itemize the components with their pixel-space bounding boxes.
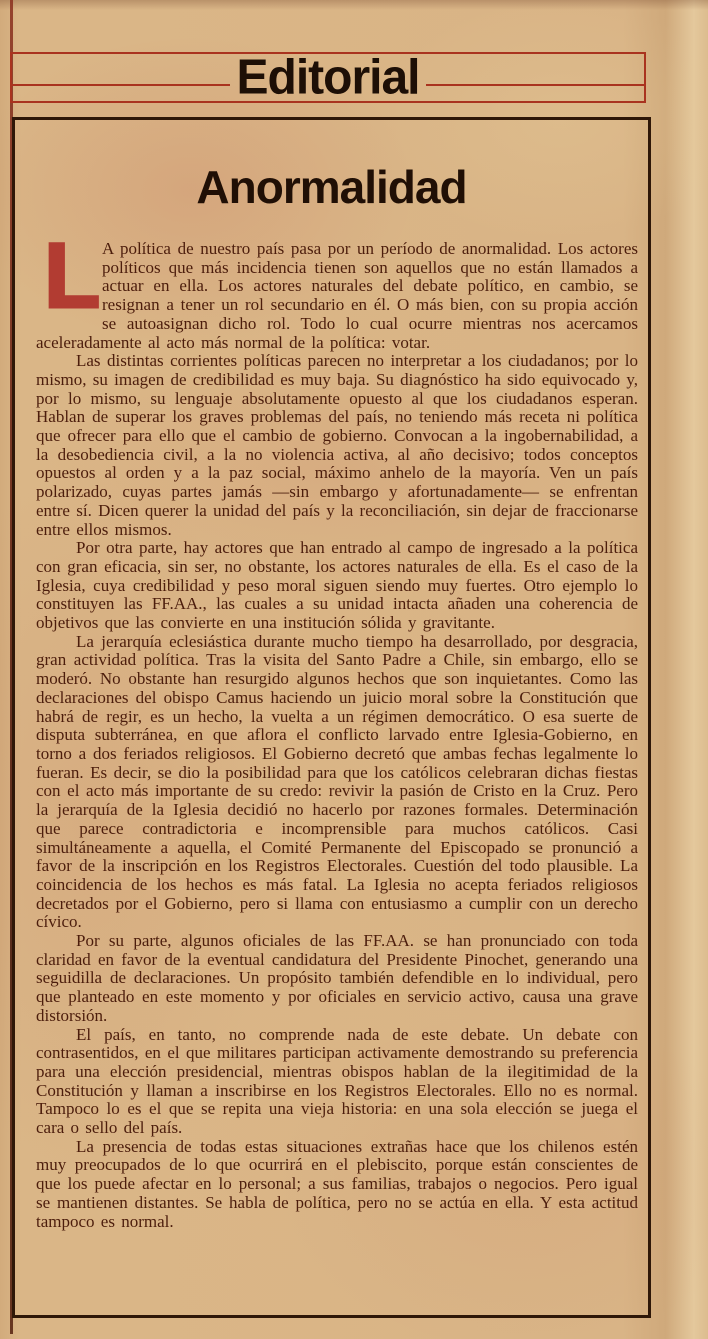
article-title: Anormalidad (196, 161, 467, 213)
editorial-article-box (12, 117, 651, 1318)
editorial-header-band (10, 49, 646, 105)
header-rule-right (426, 84, 644, 86)
article-paragraph: Por otra parte, hay actores que han entrado al campo de ingresado a la política con gran eficacia, sin ser, no obstante, los actores naturales de ella. Es el caso de la Iglesia, cuya credibilidad y peso moral siguen siendo muy fuertes. Otro ejemplo lo constituyen las FF.AA., las cuales a su unidad intacta añaden una coherencia de objetivos que las convierte en una institución sólida y gravitante. (36, 538, 638, 633)
article-paragraph: La jerarquía eclesiástica durante mucho tiempo ha desarrollado, por desgracia, gran actividad política. Tras la visita del Santo Padre a Chile, sin embargo, ello se moderó. No obstante han resurgido algunos hechos que son inquietantes. Como las declaraciones del obispo Camus haciendo un juicio moral sobre la Constitución que habrá de regir, es un hecho, la vuelta a un régimen democrático. O esa suerte de disputa subterránea, en que aflora el conflicto larvado entre Iglesia-Gobierno, en torno a dos feriados religiosos. El Gobierno decretó que ambas fechas legalmente lo fueran. Es decir, se dio la posibilidad para que los católicos celebraran dichas fiestas con el acto más importante de su credo: revivir la pasión de Cristo en la Cruz. Pero la jerarquía de la Iglesia decidió no hacerlo por razones formales. Determinación que parece contradictoria e incomprensible para muchos católicos. Casi simultáneamente a aquella, el Comité Permanente del Episcopado se pronunció a favor de la inscripción en los Registros Electorales. Cuestión del todo plausible. La coincidencia de los hechos es más fatal. La Iglesia no acepta feriados religiosos decretados por el Gobierno, pero si llama con entusiasmo a cumplir con un derecho cívico. (36, 631, 638, 932)
article-paragraph: El país, en tanto, no comprende nada de este debate. Un debate con contrasentidos, en el que militares participan activamente demostrando su preferencia para una elección presidencial, mientras obispos hablan de la ilegitimidad de la Constitución y llaman a inscribirse en los Registros Electorales. Ello no es normal. Tampoco lo es el que se repita una vieja historia: en una sola elección se juega el cara o sello del país. (36, 1024, 638, 1138)
article-paragraph: La presencia de todas estas situaciones extrañas hace que los chilenos estén muy preocupados de lo que ocurrirá en el plebiscito, porque están conscientes de que los puede afectar en lo personal; a sus familias, trabajos o negocios. Pero igual se mantienen distantes. Se habla de política, pero no se actúa en ella. Y esta actitud tampoco es normal. (36, 1136, 638, 1231)
article-paragraph: Por su parte, algunos oficiales de las FF.AA. se han pronunciado con toda claridad en favor de la eventual candidatura del Presidente Pinochet, generando una seguidilla de declaraciones. Un propósito también defendible en lo individual, pero que planteado en este momento y por oficiales en servicio activo, causa una grave distorsión. (36, 931, 638, 1025)
article-paragraph: Las distintas corrientes políticas parecen no interpretar a los ciudadanos; por lo mismo, su imagen de credibilidad es muy baja. Su diagnóstico ha sido equivocado y, por lo mismo, su lenguaje absolutamente opuesto al que los ciudadanos esperan. Hablan de superar los graves problemas del país, no teniendo más receta ni política que ofrecer para ello que el cambio de gobierno. Convocan a la ingobernabilidad, a la desobediencia civil, a la no violencia activa, al año decisivo; todos conceptos opuestos al orden y a la paz social, máximo anhelo de la mayoría. Ven un país polarizado, cuyas partes jamás —sin embargo y afortunadamente— se enfrentan entre sí. Dicen querer la unidad del país y la reconciliación, sin dejar de fraccionarse entre ellos mismos. (36, 351, 638, 539)
header-rule-left (12, 84, 230, 86)
article-paragraph (36, 225, 638, 352)
section-title: Editorial (236, 49, 420, 105)
article-body (15, 225, 648, 1231)
paragraph-text: A política de nuestro país pasa por un período de anormalidad. Los actores políticos que más incidencia tienen son aquellos que no están llamados a actuar en ella. Los actores naturales del debate político, en cambio, se resignan a tener un rol secundario en él. O más bien, con su propia acción se autoasignan dicho rol. Todo lo cual ocurre mientras nos acercamos aceleradamente al acto más normal de la política: votar. (36, 239, 638, 352)
dropcap-letter: L (44, 225, 101, 327)
